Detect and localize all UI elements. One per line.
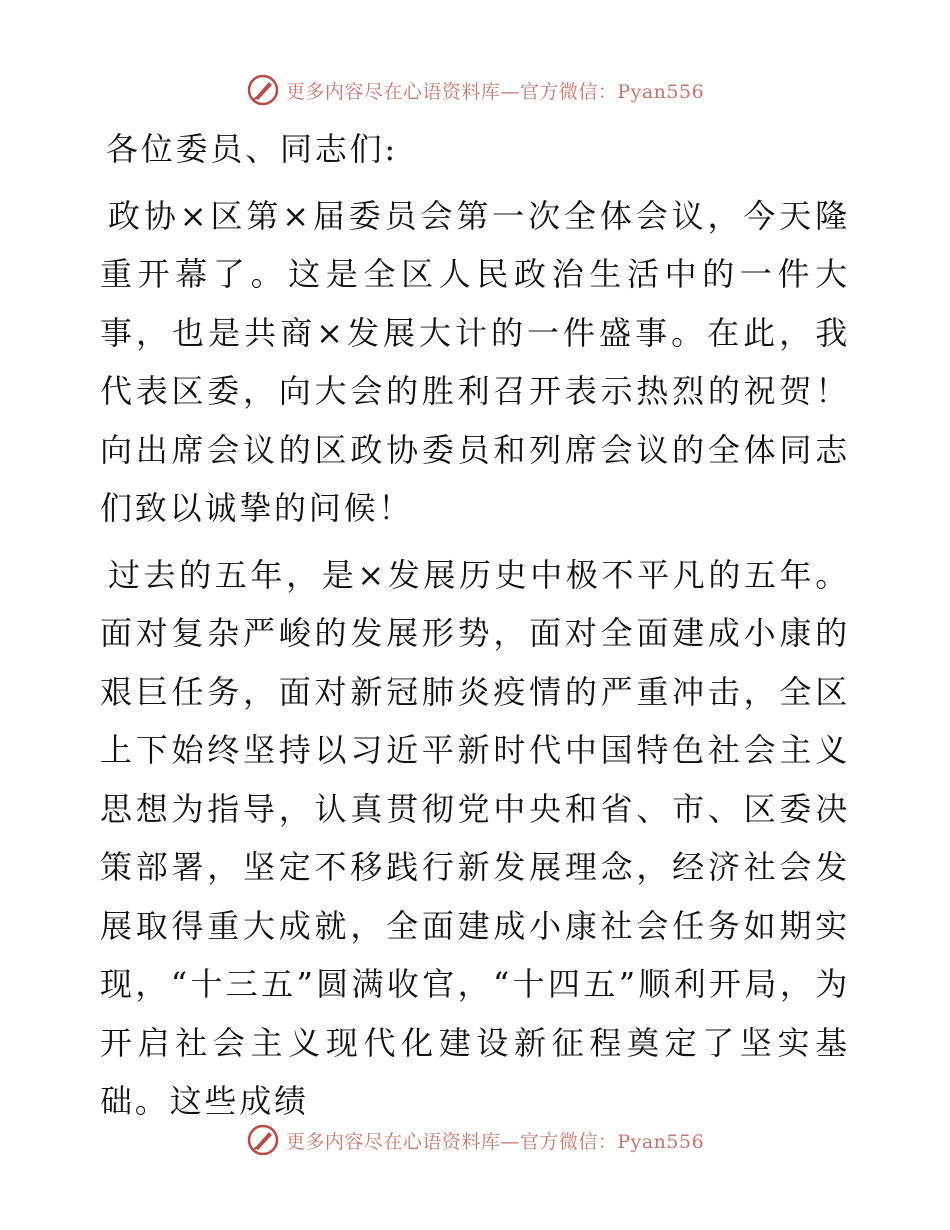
salutation: 各位委员、同志们: (106, 130, 398, 168)
header-watermark (0, 70, 950, 110)
watermark-text: 更多内容尽在心语资料库—官方微信：Pyan556 (285, 80, 705, 103)
document-body (100, 120, 850, 1131)
paragraph-1: 政协×区第×届委员会第一次全体会议，今天隆重开幕了。这是全区人民政治生活中的一件大事，也是共商×发展大计的一件盛事。在此，我代表区委，向大会的胜利召开表示热烈的祝贺！向出席会议的区政协委员和列席会议的全体同志们致以诚挚的问候！ (100, 196, 850, 527)
watermark-text: 更多内容尽在心语资料库—官方微信：Pyan556 (285, 1130, 705, 1153)
footer-watermark (0, 1120, 950, 1160)
paragraph-2: 过去的五年，是×发展历史中极不平凡的五年。面对复杂严峻的发展形势，面对全面建成小康的艰巨任务，面对新冠肺炎疫情的严重冲击，全区上下始终坚持以习近平新时代中国特色社会主义思想为指导，认真贯彻党中央和省、市、区委决策部署，坚定不移践行新发展理念，经济社会发展取得重大成就，全面建成小康社会任务如期实现，“十三五”圆满收官，“十四五”顺利开局，为开启社会主义现代化建设新征程奠定了坚实基础。这些成绩 (100, 555, 850, 1120)
quill-logo-icon (246, 73, 280, 107)
quill-logo-icon (246, 1123, 280, 1157)
